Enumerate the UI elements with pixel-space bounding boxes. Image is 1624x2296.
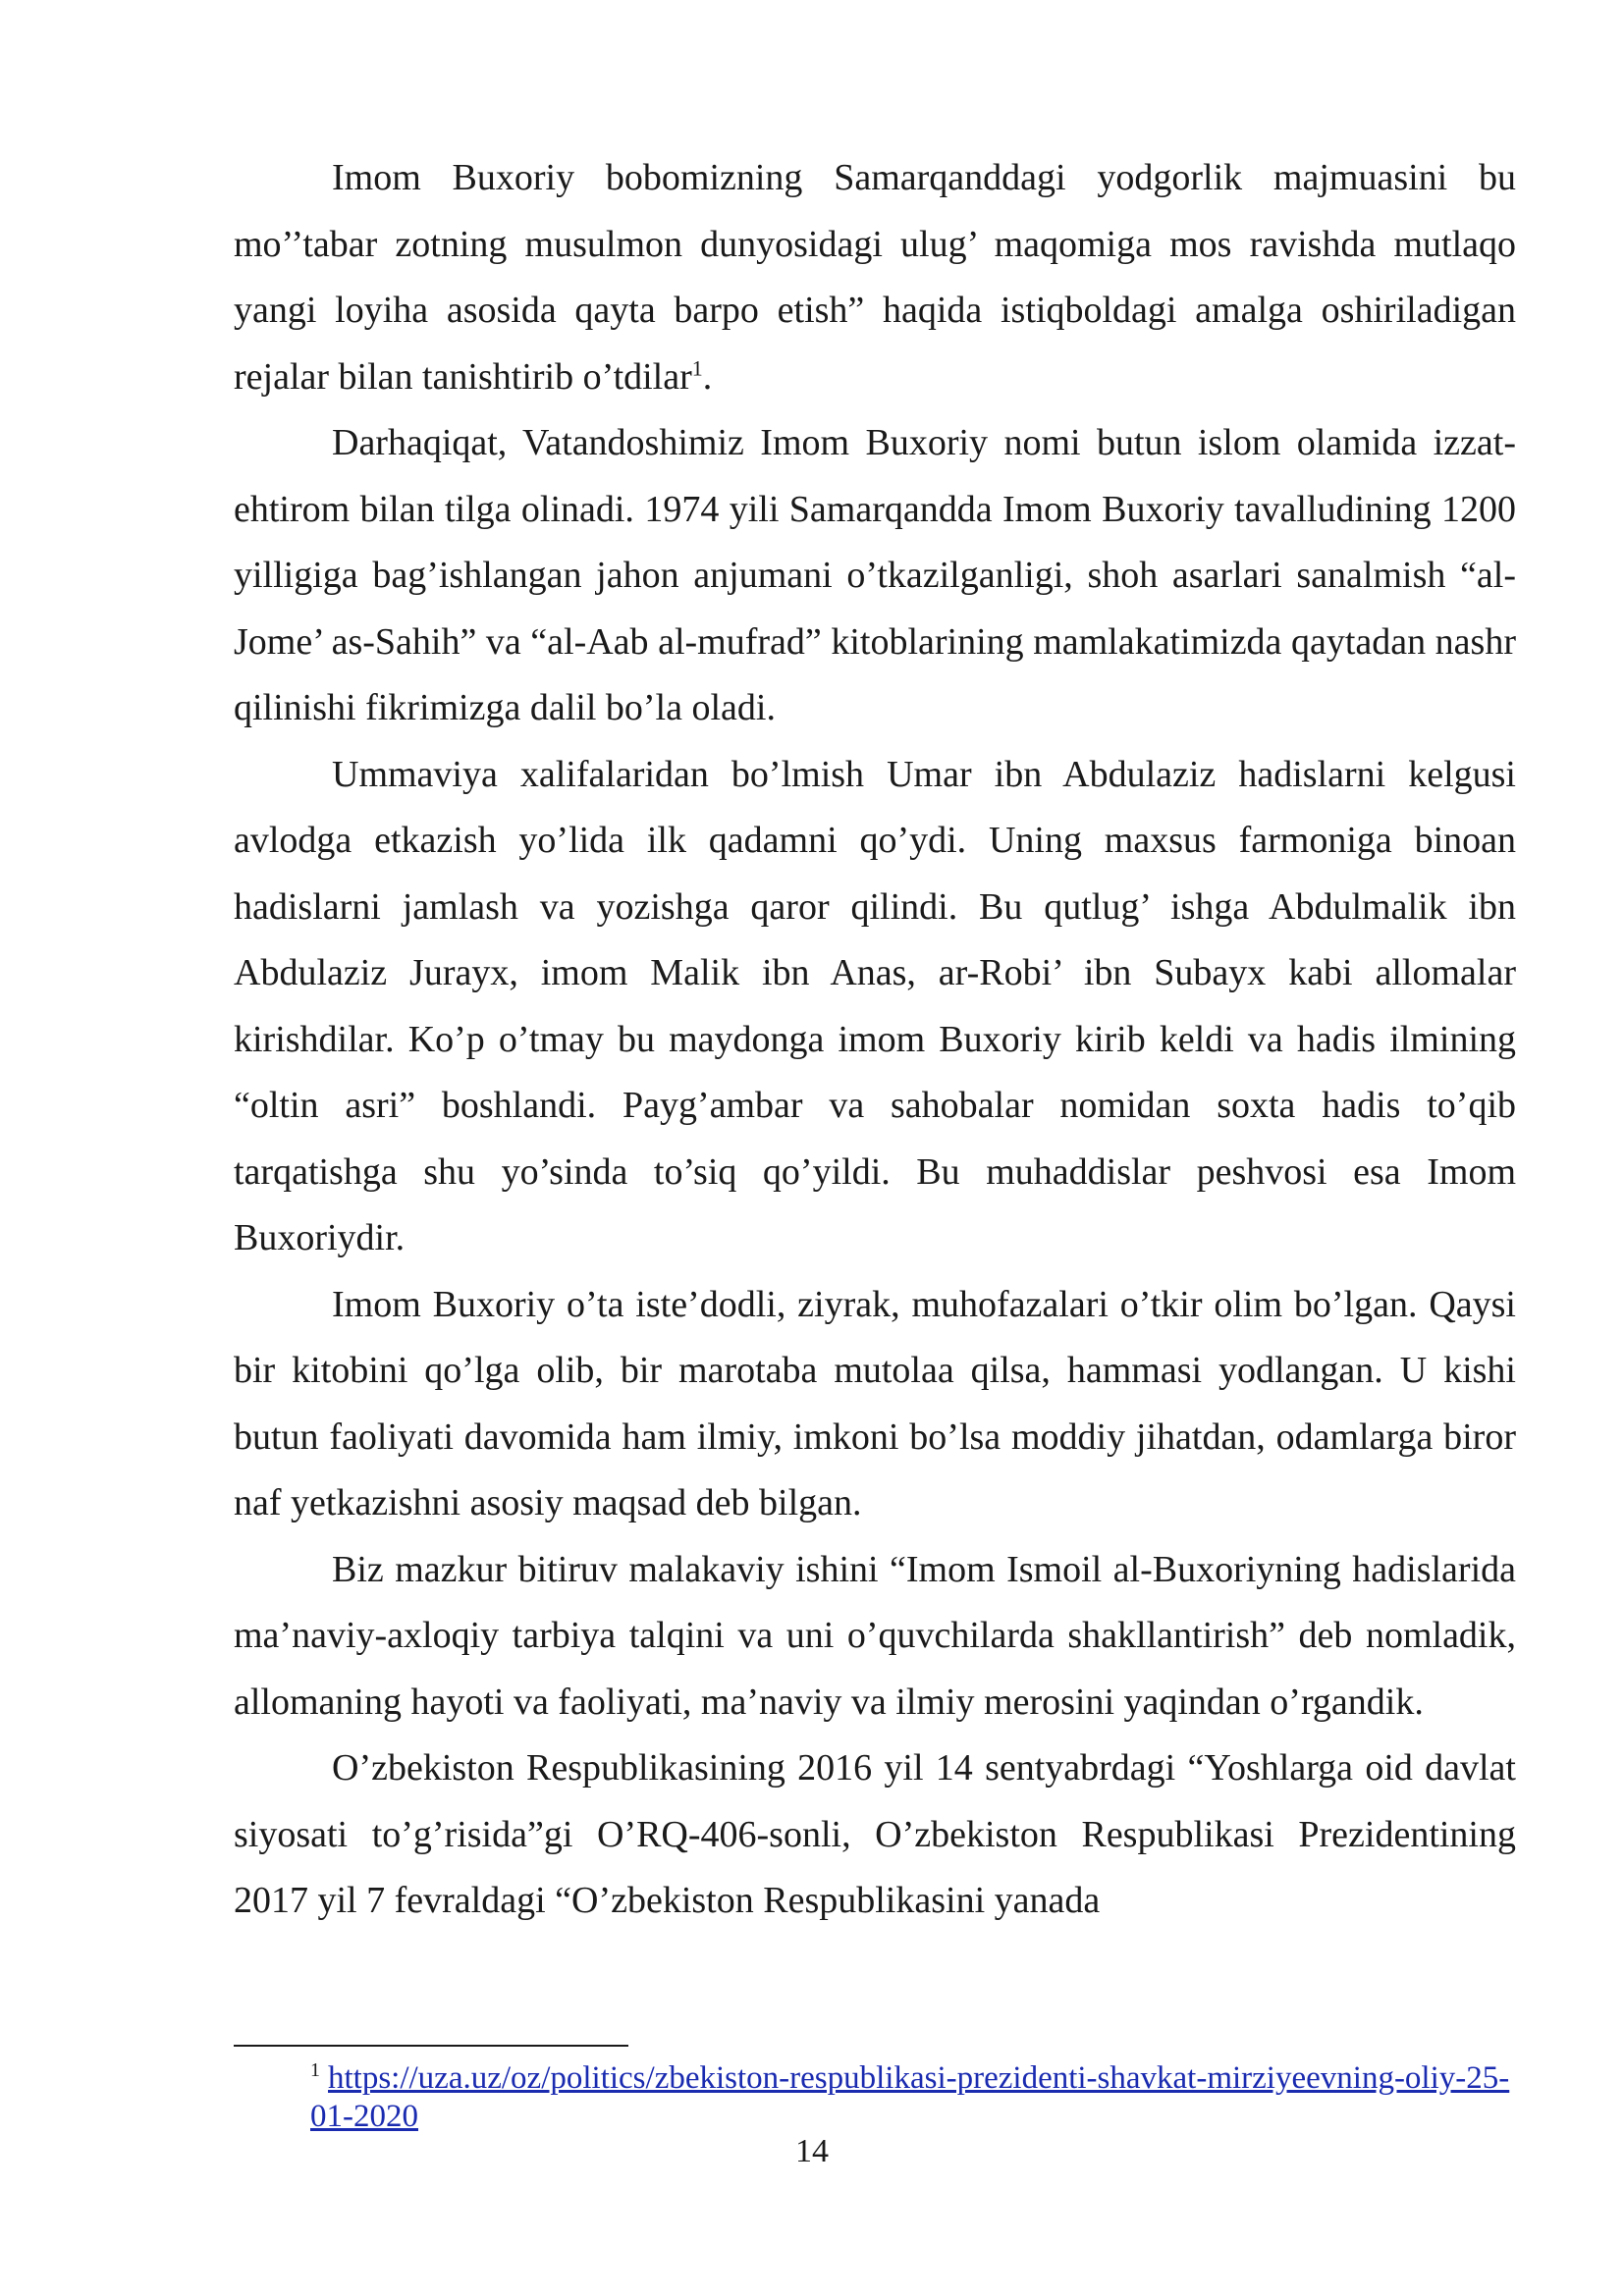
footnote-reference[interactable]: 1 (691, 354, 703, 380)
paragraph-4: Imom Buxoriy o’ta iste’dodli, ziyrak, muhofazalari o’tkir olim bo’lgan. Qaysi bir kitobini qo’lga olib, bir marotaba mutolaa qilsa, hammasi yodlangan. U kishi butun faoliyati davomida ham ilmiy, imkoni bo’lsa moddiy jihatdan, odamlarga biror naf yetkazishni asosiy maqsad deb bilgan. (234, 1283, 1516, 1523)
paragraph-3: Ummaviya xalifalaridan bo’lmish Umar ibn Abdulaziz hadislarni kelgusi avlodga etkazish yo’lida ilk qadamni qo’ydi. Uning maxsus farmoniga binoan hadislarni jamlash va yozishga qaror qilindi. Bu qutlug’ ishga Abdulmalik ibn Abdulaziz Jurayx, imom Malik ibn Anas, ar-Robi’ ibn Subayx kabi allomalar kirishdilar. Ko’p o’tmay bu maydonga imom Buxoriy kirib keldi va hadis ilmining “oltin asri” boshlandi. Payg’ambar va sahobalar nomidan soxta hadis to’qib tarqatishga shu yo’sinda to’siq qo’yildi. Bu muhaddislar peshvosi esa Imom Buxoriydir. (234, 753, 1516, 1258)
body-text (234, 145, 1516, 1935)
paragraph-1 (234, 145, 1516, 410)
paragraph-6: O’zbekiston Respublikasining 2016 yil 14 sentyabrdagi “Yoshlarga oid davlat siyosati to’g’risida”gi O’RQ-406-sonli, O’zbekiston Respublikasi Prezidentining 2017 yil 7 fevraldagi “O’zbekiston Respublikasini yanada (234, 1747, 1516, 1921)
footnote-separator (234, 2045, 628, 2047)
footnote (234, 2059, 1516, 2136)
paragraph-2: Darhaqiqat, Vatandoshimiz Imom Buxoriy nomi butun islom olamida izzat-ehtirom bilan tilga olinadi. 1974 yili Samarqandda Imom Buxoriy tavalludining 1200 yilligiga bag’ishlangan jahon anjumani o’tkazilganligi, shoh asarlari sanalmish “al-Jome’ as-Sahih” va “al-Aab al-mufrad” kitoblarining mamlakatimizda qaytadan nashr qilinishi fikrimizga dalil bo’la oladi. (234, 422, 1516, 728)
footnote-link[interactable]: https://uza.uz/oz/politics/zbekiston-respublikasi-prezidenti-shavkat-mirziyeevning-oliy-25-01-2020 (310, 2060, 1510, 2134)
footnote-number: 1 (310, 2059, 320, 2081)
paragraph-1-end: . (702, 355, 713, 398)
page-number: 14 (795, 2133, 829, 2169)
paragraph-1-text: Imom Buxoriy bobomizning Samarqanddagi yodgorlik majmuasini bu mo’’tabar zotning musulmon dunyosidagi ulug’ maqomiga mos ravishda mutlaqo yangi loyiha asosida qayta barpo etish” haqida istiqboldagi amalga oshiriladigan rejalar bilan tanishtirib o’tdilar (234, 157, 1516, 398)
paragraph-5: Biz mazkur bitiruv malakaviy ishini “Imom Ismoil al-Buxoriyning hadislarida ma’naviy-axloqiy tarbiya talqini va uni o’quvchilarda shakllantirish” deb nomladik, allomaning hayoti va faoliyati, ma’naviy va ilmiy merosini yaqindan o’rgandik. (234, 1548, 1516, 1723)
